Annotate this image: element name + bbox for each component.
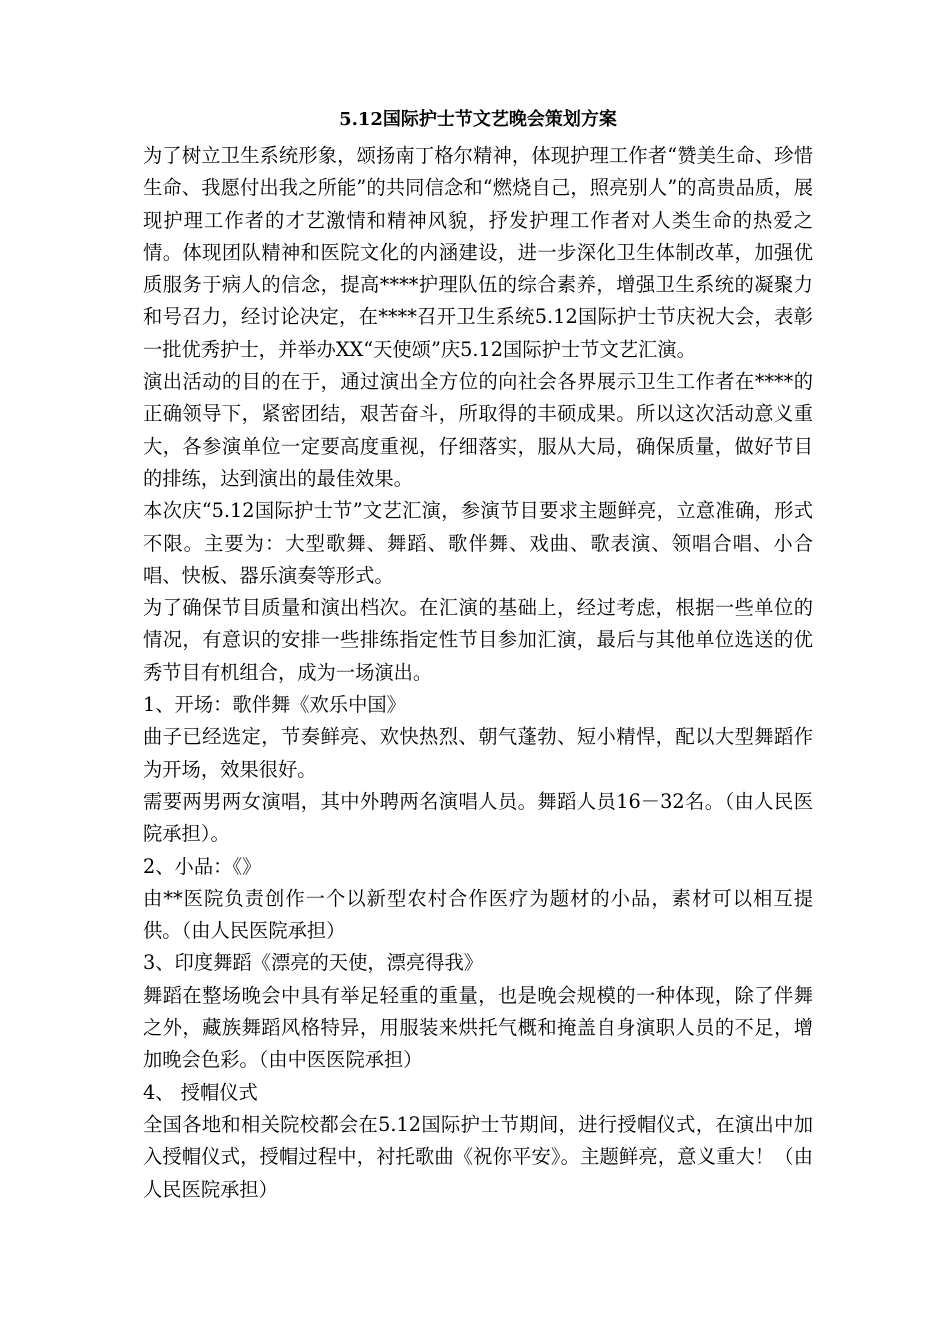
paragraph-quality: 为了确保节目质量和演出档次。在汇演的基础上，经过考虑，根据一些单位的情况，有意识的安排一些排练指定性节目参加汇演，最后与其他单位选送的优秀节目有机组合，成为一场演出。: [143, 596, 813, 684]
paragraph-section-2: 由**医院负责创作一个以新型农村合作医疗为题材的小品，素材可以相互提供。（由人民医院承担）: [143, 886, 813, 943]
paragraph-intro: 为了树立卫生系统形象，颂扬南丁格尔精神，体现护理工作者“赞美生命、珍惜生命、我愿付出我之所能”的共同信念和“燃烧自己，照亮别人”的高贵品质，展现护理工作者的才艺激情和精神风貌，抒发护理工作者对人类生命的热爱之情。体现团队精神和医院文化的内涵建设，进一步深化卫生体制改革，加强优质服务于病人的信念，提高****护理队伍的综合素养，增强卫生系统的凝聚力和号召力，经讨论决定，在****召开卫生系统5.12国际护士节庆祝大会，表彰一批优秀护士，并举办XX“天使颂”庆5.12国际护士节文艺汇演。: [143, 144, 813, 361]
paragraph-section-3: 舞蹈在整场晚会中具有举足轻重的重量，也是晚会规模的一种体现，除了伴舞之外，藏族舞蹈风格特异，用服装来烘托气概和掩盖自身演职人员的不足，增加晚会色彩。（由中医医院承担）: [143, 983, 813, 1072]
section-heading-2: 2、小品：《》: [143, 854, 262, 878]
section-heading-4: 4、 授帽仪式: [143, 1080, 258, 1104]
paragraph-section-1-b: 需要两男两女演唱，其中外聘两名演唱人员。舞蹈人员16－32名。（由人民医院承担）。: [143, 789, 813, 846]
paragraph-program-requirements: 本次庆“5.12国际护士节”文艺汇演，参演节目要求主题鲜亮，立意准确，形式不限。主要为：大型歌舞、舞蹈、歌伴舞、戏曲、歌表演、领唱合唱、小合唱、快板、器乐演奏等形式。: [143, 499, 813, 587]
document-page: [143, 108, 813, 1206]
paragraph-section-4: 全国各地和相关院校都会在5.12国际护士节期间，进行授帽仪式，在演出中加入授帽仪式，授帽过程中，衬托歌曲《祝你平安》。主题鲜亮，意义重大！（由人民医院承担）: [143, 1112, 813, 1201]
document-title: 5.12国际护士节文艺晚会策划方案: [339, 109, 617, 130]
paragraph-section-1-a: 曲子已经选定，节奏鲜亮、欢快热烈、朝气蓬勃、短小精悍，配以大型舞蹈作为开场，效果很好。: [143, 725, 813, 781]
section-heading-3: 3、印度舞蹈《漂亮的天使，漂亮得我》: [143, 951, 484, 975]
section-heading-1: 1、开场：歌伴舞《欢乐中国》: [143, 693, 406, 717]
paragraph-purpose: 演出活动的目的在于，通过演出全方位的向社会各界展示卫生工作者在****的正确领导下，紧密团结，艰苦奋斗，所取得的丰硕成果。所以这次活动意义重大，各参演单位一定要高度重视，仔细落实，服从大局，确保质量，做好节目的排练，达到演出的最佳效果。: [143, 370, 813, 490]
